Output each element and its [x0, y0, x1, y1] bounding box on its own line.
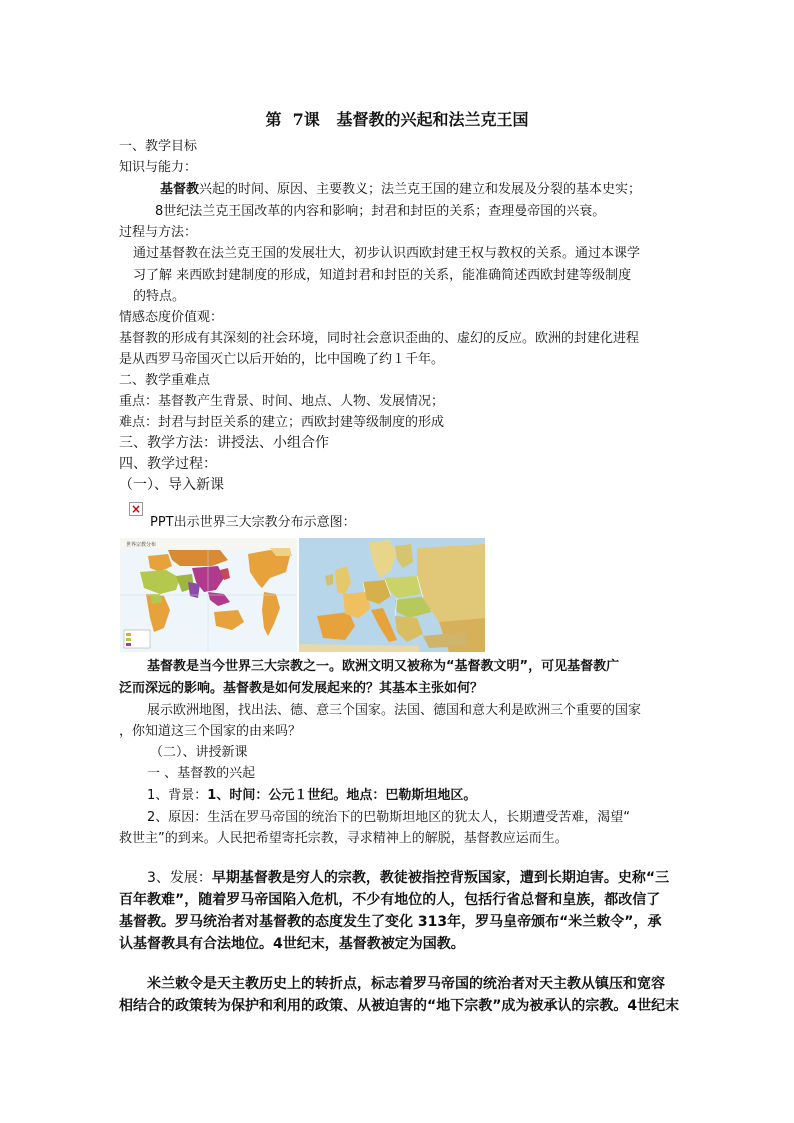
subheading-attitude: 情感态度价值观： [119, 310, 224, 325]
development-text: 早期基督教是穷人的宗教，教徒被指控背叛国家，遭到长期迫害。史称“三 [211, 870, 670, 886]
body-line: ，你知道这三个国家的由来吗？ [119, 724, 302, 739]
body-line: 的特点。 [133, 289, 186, 304]
body-line: 通过基督教在法兰克王国的发展壮大，初步认识西欧封建王权与教权的关系。通过本课学 [133, 246, 641, 261]
body-line: 基督教的形成有其深刻的社会环境，同时社会意识歪曲的、虚幻的反应。欧洲的封建化进程 [119, 331, 640, 346]
development-label: 3、发展： [147, 870, 212, 886]
world-map-caption: 世界宗教分布 [126, 542, 157, 548]
subsection-new-lesson-heading: （二）、讲授新课 [150, 745, 248, 760]
key-point-line: 重点：基督教产生背景、时间、地点、人物、发展情况； [119, 394, 445, 409]
ppt-caption: PPT出示世界三大宗教分布示意图： [150, 515, 356, 530]
goal-text: 兴起的时间、原因、主要教义；法兰克王国的建立和发展及分裂的基本史实； [199, 182, 642, 197]
subheading-process: 过程与方法： [119, 225, 198, 240]
body-line: 习了解 来西欧封建制度的形成，知道封君和封臣的关系，能准确简述西欧封建等级制度 [133, 268, 632, 283]
body-line: 2、原因：生活在罗马帝国的统治下的巴勒斯坦地区的犹太人，长期遭受苦难，渴望“ [147, 810, 631, 825]
body-line-bold: 泛而深远的影响。基督教是如何发展起来的？其基本主张如何？ [119, 681, 484, 696]
body-line: 展示欧洲地图，找出法、德、意三个国家。法国、德国和意大利是欧洲三个重要的国家 [147, 703, 642, 718]
body-line: 救世主”的到来。人民把希望寄托宗教，寻求精神上的解脱，基督教应运而生。 [119, 831, 568, 846]
body-line-bold: 基督教。罗马统治者对基督教的态度发生了变化 313年，罗马皇帝颁布“米兰敕令”，承 [119, 914, 662, 930]
bold-term: 基督教 [160, 182, 200, 197]
body-line-bold: 认基督教具有合法地位。4世纪末，基督教被定为国教。 [119, 936, 465, 952]
development-line [147, 869, 669, 887]
broken-image-icon: × [130, 502, 142, 516]
subheading-knowledge: 知识与能力： [119, 160, 198, 175]
goal-line [160, 181, 641, 199]
section-goals-heading: 一、教学目标 [119, 139, 198, 154]
body-line-bold: 百年教难”，随着罗马帝国陷入危机，不少有地位的人，包括行省总督和皇族，都改信了 [119, 892, 661, 908]
background-label: 1、背景： [147, 788, 208, 803]
body-line-bold: 相结合的政策转为保护和利用的政策、从被迫害的“地下宗教”成为被承认的宗教。4世纪末 [119, 998, 680, 1014]
subsection-intro-heading: （一）、导入新课 [119, 477, 224, 493]
body-line-bold: 基督教是当今世界三大宗教之一。欧洲文明又被称为“基督教文明”，可见基督教广 [147, 659, 620, 674]
section-methods-heading: 三、教学方法：讲授法、小组合作 [119, 435, 329, 451]
background-detail: 1、时间：公元１世纪。地点：巴勒斯坦地区。 [207, 788, 477, 803]
part-heading: 一 、基督教的兴起 [147, 766, 256, 781]
world-religion-map [120, 538, 297, 652]
lesson-title: 第 7课 基督教的兴起和法兰克王国 [265, 110, 529, 129]
europe-map [299, 538, 485, 652]
body-line-bold: 米兰敕令是天主教历史上的转折点，标志着罗马帝国的统治者对天主教从镇压和宽容 [147, 976, 665, 992]
background-line [147, 787, 476, 805]
section-key-points-heading: 二、教学重难点 [119, 373, 211, 388]
body-line: 是从西罗马帝国灭亡以后开始的，比中国晚了约１千年。 [119, 352, 445, 367]
difficulty-line: 难点：封君与封臣关系的建立；西欧封建等级制度的形成 [119, 415, 445, 430]
section-process-heading: 四、教学过程： [119, 456, 217, 472]
goal-line: 8世纪法兰克王国改革的内容和影响；封君和封臣的关系；查理曼帝国的兴衰。 [155, 204, 606, 219]
